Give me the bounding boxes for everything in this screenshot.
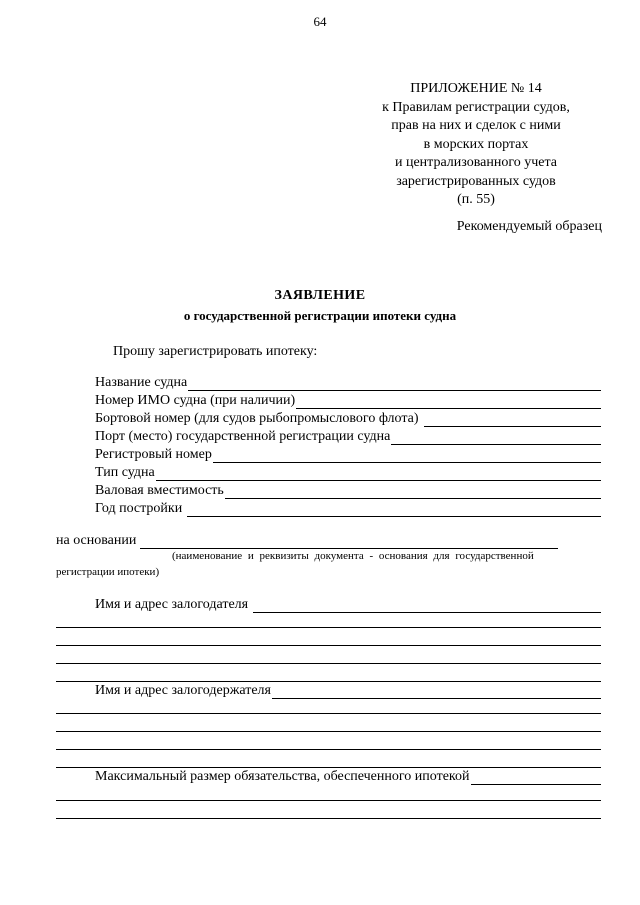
- field-gross-tonnage[interactable]: [95, 482, 601, 499]
- field-build-year[interactable]: [95, 500, 601, 517]
- document-title: ЗАЯВЛЕНИЕ: [274, 288, 366, 303]
- appendix-line: к Правилам регистрации судов,: [382, 99, 570, 115]
- request-text: Прошу зарегистрировать ипотеку:: [113, 344, 318, 359]
- field-line[interactable]: [156, 468, 601, 481]
- basis-line[interactable]: [140, 536, 558, 549]
- field-label: Название судна: [95, 375, 188, 390]
- field-label: Тип судна: [95, 465, 155, 480]
- field-line[interactable]: [272, 686, 601, 699]
- basis-hint: (наименование и реквизиты документа - основания для государственной: [172, 550, 534, 562]
- field-pledger[interactable]: [95, 596, 601, 613]
- sample-label: Рекомендуемый образец: [456, 219, 602, 234]
- appendix-header: [356, 80, 596, 210]
- field-board-number[interactable]: [95, 410, 601, 427]
- appendix-line: (п. 55): [457, 192, 495, 207]
- page-number: 64: [313, 14, 327, 29]
- obligation-line[interactable]: [56, 800, 601, 801]
- field-line[interactable]: [471, 772, 602, 785]
- field-label: Год постройки: [95, 501, 183, 516]
- field-pledgee[interactable]: [95, 682, 601, 699]
- pledgee-line[interactable]: [56, 731, 601, 732]
- pledger-line[interactable]: [56, 627, 601, 628]
- pledger-line[interactable]: [56, 645, 601, 646]
- appendix-line: в морских портах: [423, 136, 529, 152]
- pledgee-line[interactable]: [56, 749, 601, 750]
- field-line[interactable]: [225, 486, 601, 499]
- appendix-line: и централизованного учета: [394, 155, 558, 170]
- field-line[interactable]: [391, 432, 601, 445]
- field-line[interactable]: [188, 378, 601, 391]
- basis-hint-continuation: регистрации ипотеки): [56, 566, 160, 578]
- pledgee-line[interactable]: [56, 713, 601, 714]
- field-line[interactable]: [424, 414, 601, 427]
- field-line[interactable]: [296, 396, 601, 409]
- field-vessel-type[interactable]: [95, 464, 601, 481]
- field-label: Максимальный размер обязательства, обеспеченного ипотекой: [95, 769, 470, 784]
- field-label: Имя и адрес залогодателя: [95, 597, 249, 612]
- basis-field[interactable]: [56, 532, 601, 549]
- field-label: Валовая вместимость: [95, 483, 224, 498]
- basis-label: на основании: [56, 533, 137, 548]
- field-line[interactable]: [213, 450, 601, 463]
- field-registration-port[interactable]: [95, 428, 601, 445]
- obligation-line[interactable]: [56, 818, 601, 819]
- field-label: Порт (место) государственной регистрации судна: [95, 429, 391, 444]
- field-max-obligation[interactable]: [95, 768, 601, 785]
- field-vessel-name[interactable]: [95, 374, 601, 391]
- field-register-number[interactable]: [95, 446, 601, 463]
- appendix-line: ПРИЛОЖЕНИЕ № 14: [410, 81, 542, 96]
- field-imo-number[interactable]: [95, 392, 601, 409]
- field-label: Регистровый номер: [95, 447, 212, 462]
- field-line[interactable]: [253, 600, 601, 613]
- appendix-line: зарегистрированных судов: [396, 173, 556, 189]
- appendix-line: прав на них и сделок с ними: [391, 118, 561, 133]
- field-label: Номер ИМО судна (при наличии): [95, 393, 296, 408]
- field-label: Бортовой номер (для судов рыбопромыслового флота): [95, 411, 419, 426]
- pledger-line[interactable]: [56, 663, 601, 664]
- document-subtitle: о государственной регистрации ипотеки судна: [183, 308, 457, 323]
- field-line[interactable]: [187, 504, 601, 517]
- field-label: Имя и адрес залогодержателя: [95, 683, 271, 698]
